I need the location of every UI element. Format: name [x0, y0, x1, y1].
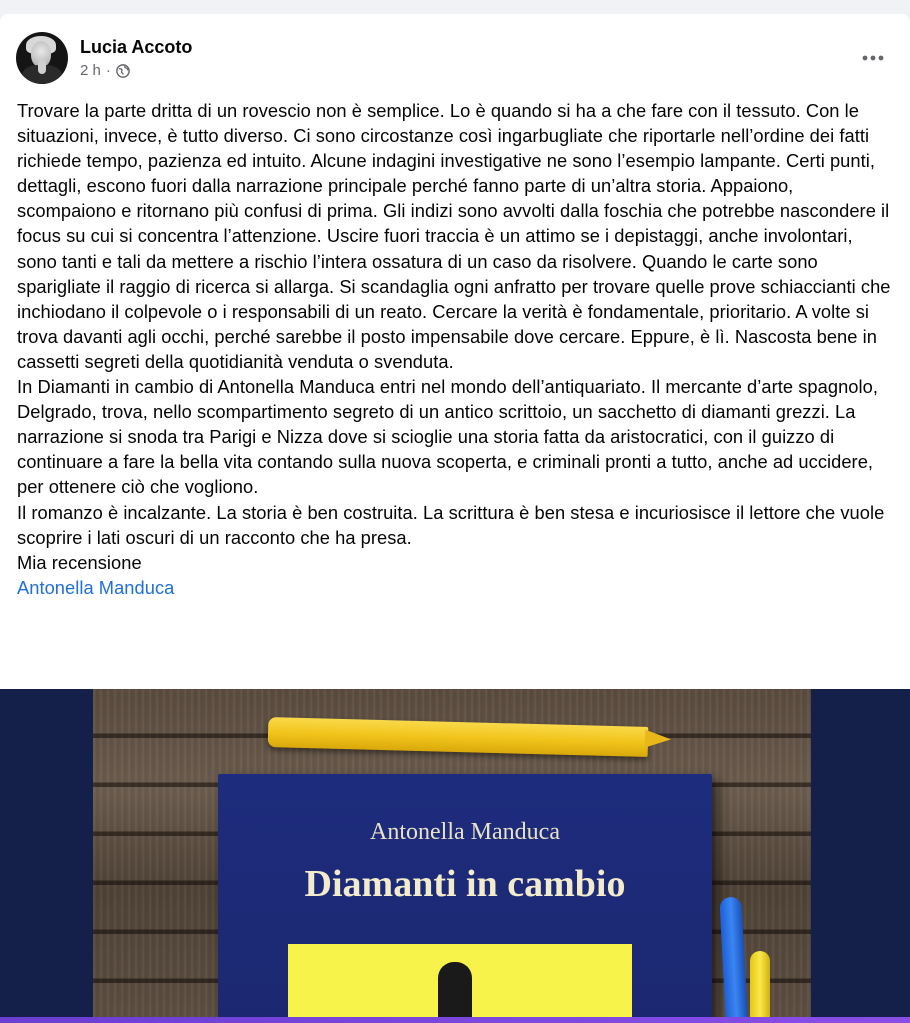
book-cover-illustration — [288, 944, 632, 1023]
yellow-crayon — [750, 951, 770, 1023]
more-options-button[interactable] — [856, 44, 890, 72]
silhouette-figure — [438, 962, 472, 1023]
author-meta — [80, 36, 192, 80]
pencil-tip — [645, 730, 671, 749]
post-paragraph: Mia recensione — [17, 551, 142, 573]
book-cover-title: Diamanti in cambio — [304, 863, 626, 905]
post-paragraph: Trovare la parte dritta di un rovescio non è semplice. Lo è quando si ha a che fare con il tessuto. Con le situazioni, invece, è tutto diverso. Ci sono circostanze così ingarbugliate che riportarle nell’ordine dei fatti richiede tempo, pazienza ed intuito. Alcune indagini investigative ne sono l’esempio lampante. Certi punti, dettagli, escono fuori dalla narrazione principale perché fanno parte di un’altra storia. Appaiono, scompaiono e ritornano più confusi di prima. Gli indizi sono avvolti dalla foschia che potrebbe nascondere il focus su cui si concentra l’attenzione. Uscire fuori traccia è un attimo se i depistaggi, anche involontari, sono tanti e tali da mettere a rischio l’intera ossatura di un caso da risolvere. Quando le carte sono sparigliate il raggio di ricerca si allarga. Si scandaglia ogni anfratto per trovare quelle prove schiaccianti che inchiodano il colpevole o i responsabili di un reato. Cercare la verità è fondamentale, prioritario. A volte si trova davanti agli occhi, perché sarebbe il posto impensabile dove cercare. Eppure, è lì. Nascosta bene in cassetti segreti della quotidianità venduta o svenduta. — [17, 100, 891, 372]
book-cover — [218, 774, 712, 1023]
tagged-profile-link[interactable]: Antonella Manduca — [17, 576, 175, 598]
meta-separator: · — [105, 62, 111, 79]
post-image[interactable] — [0, 689, 910, 1023]
post-paragraph: Il romanzo è incalzante. La storia è ben costruita. La scrittura è ben stesa e incuriosisce il lettore che vuole scoprire i lati oscuri di un racconto che ha presa. — [17, 501, 885, 548]
post-meta — [80, 62, 192, 80]
post-card — [0, 14, 910, 1023]
accent-bar — [0, 1017, 910, 1023]
post-timestamp[interactable]: 2 h — [80, 62, 101, 79]
book-photo — [93, 689, 811, 1023]
post-text — [17, 98, 895, 600]
author-name[interactable]: Lucia Accoto — [80, 37, 193, 57]
post-header — [16, 30, 192, 86]
avatar[interactable] — [16, 32, 68, 84]
post-paragraph: In Diamanti in cambio di Antonella Manduca entri nel mondo dell’antiquariato. Il mercante d’arte spagnolo, Delgrado, trova, nello scompartimento segreto di un antico scrittoio, un sacchetto di diamanti grezzi. La narrazione si snoda tra Parigi e Nizza dove si scioglie una storia fatta da aristocratici, con il guizzo di continuare a fare la bella vita contando sulla nuova scoperta, e criminali pronti a tutto, anche ad uccidere, per ottenere ciò che vogliono. — [17, 376, 878, 498]
blue-crayon — [719, 897, 748, 1023]
globe-icon — [116, 64, 130, 78]
book-cover-author: Antonella Manduca — [370, 819, 560, 845]
more-dots-icon — [861, 54, 885, 62]
yellow-pencil — [268, 717, 649, 757]
